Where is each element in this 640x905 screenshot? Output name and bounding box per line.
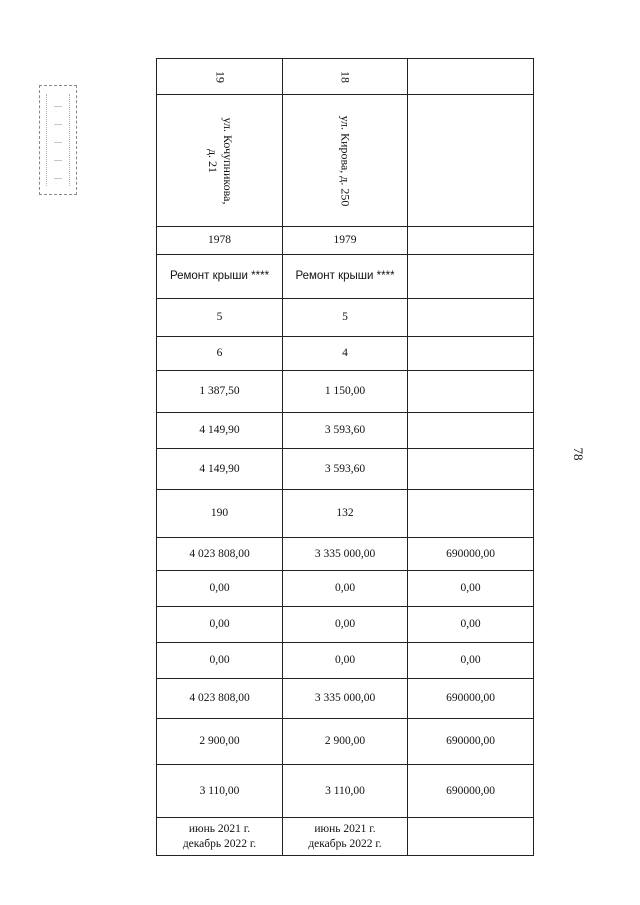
- table-row-max-cost: [157, 765, 534, 818]
- header-number-cell: 18: [283, 59, 408, 95]
- table-cell: 1978: [157, 227, 283, 255]
- table-cell: Ремонт крыши ****: [157, 255, 283, 299]
- table-cell: [408, 299, 534, 337]
- table-cell: 690000,00: [408, 679, 534, 719]
- period-cell: [283, 818, 408, 856]
- address-line: д. 21: [205, 148, 220, 173]
- table-cell: 190: [157, 490, 283, 538]
- table-cell: 132: [283, 490, 408, 538]
- table-cell: [408, 255, 534, 299]
- header-address-cell: [408, 95, 534, 227]
- table-cell: [408, 413, 534, 449]
- period-cell: [408, 818, 534, 856]
- header-number-cell: [408, 59, 534, 95]
- table-cell: [408, 449, 534, 490]
- table-cell: 0,00: [408, 643, 534, 679]
- table-cell: [408, 371, 534, 413]
- page-number: 78: [571, 447, 586, 461]
- period-end: декабрь 2022 г.: [308, 837, 382, 850]
- table-cell: 2 900,00: [157, 719, 283, 765]
- period-cell: [157, 818, 283, 856]
- table-cell: 0,00: [157, 607, 283, 643]
- stamp-line: [54, 106, 62, 107]
- table-cell: 0,00: [283, 571, 408, 607]
- table-cell: 0,00: [283, 607, 408, 643]
- table-row-floors: [157, 299, 534, 337]
- table-cell: 3 335 000,00: [283, 538, 408, 571]
- table-cell: 3 110,00: [283, 765, 408, 818]
- table-row-cost-total: [157, 538, 534, 571]
- table-cell: 5: [157, 299, 283, 337]
- table-row-year: [157, 227, 534, 255]
- table-cell: 690000,00: [408, 719, 534, 765]
- table-row-cost-fund-3: [157, 643, 534, 679]
- table-row-cost-fund-1: [157, 571, 534, 607]
- table-cell: 4 149,90: [157, 449, 283, 490]
- table-cell: 0,00: [157, 571, 283, 607]
- stamp-inner-border: [46, 94, 70, 186]
- table-row-area-2: [157, 413, 534, 449]
- table-cell: [408, 490, 534, 538]
- table-cell: 0,00: [283, 643, 408, 679]
- table-row-work-type: [157, 255, 534, 299]
- period-end: декабрь 2022 г.: [182, 837, 257, 850]
- table-cell: 4 149,90: [157, 413, 283, 449]
- table-cell: 0,00: [408, 571, 534, 607]
- stamp-line: [54, 124, 62, 125]
- table-cell: [408, 337, 534, 371]
- table-cell: 3 110,00: [157, 765, 283, 818]
- table-cell: [408, 227, 534, 255]
- table-row-entrances: [157, 337, 534, 371]
- table-row-area-1: [157, 371, 534, 413]
- table-cell: 1 150,00: [283, 371, 408, 413]
- period-start: июнь 2021 г.: [314, 822, 376, 835]
- table-row-residents: [157, 490, 534, 538]
- stamp-line: [54, 178, 62, 179]
- header-address-cell: [157, 95, 283, 227]
- table-cell: 1979: [283, 227, 408, 255]
- table-row-area-3: [157, 449, 534, 490]
- table-cell: 3 335 000,00: [283, 679, 408, 719]
- header-address-cell: [283, 95, 408, 227]
- stamp-line: [54, 142, 62, 143]
- period-start: июнь 2021 г.: [188, 822, 251, 835]
- table-cell: 3 593,60: [283, 413, 408, 449]
- header-number-cell: 19: [157, 59, 283, 95]
- table-row-unit-cost: [157, 719, 534, 765]
- table-cell: 1 387,50: [157, 371, 283, 413]
- table-cell: 0,00: [157, 643, 283, 679]
- address-line: ул. Кочупникова,: [220, 117, 235, 204]
- data-table: [156, 58, 534, 856]
- table-cell: 690000,00: [408, 538, 534, 571]
- table-cell: 6: [157, 337, 283, 371]
- table-cell: 3 593,60: [283, 449, 408, 490]
- table-cell: 690000,00: [408, 765, 534, 818]
- header-number-row: [157, 59, 534, 95]
- stamp-line: [54, 160, 62, 161]
- table-cell: 0,00: [408, 607, 534, 643]
- stamp-mark: [39, 85, 77, 195]
- table-cell: 4 023 808,00: [157, 679, 283, 719]
- table-row-cost-owners: [157, 679, 534, 719]
- table-row-period: [157, 818, 534, 856]
- table-cell: 4 023 808,00: [157, 538, 283, 571]
- table-cell: 4: [283, 337, 408, 371]
- header-address-row: [157, 95, 534, 227]
- table-cell: 2 900,00: [283, 719, 408, 765]
- table-row-cost-fund-2: [157, 607, 534, 643]
- address-line: ул. Кирова, д. 250: [338, 115, 353, 206]
- table-cell: 5: [283, 299, 408, 337]
- table-cell: Ремонт крыши ****: [283, 255, 408, 299]
